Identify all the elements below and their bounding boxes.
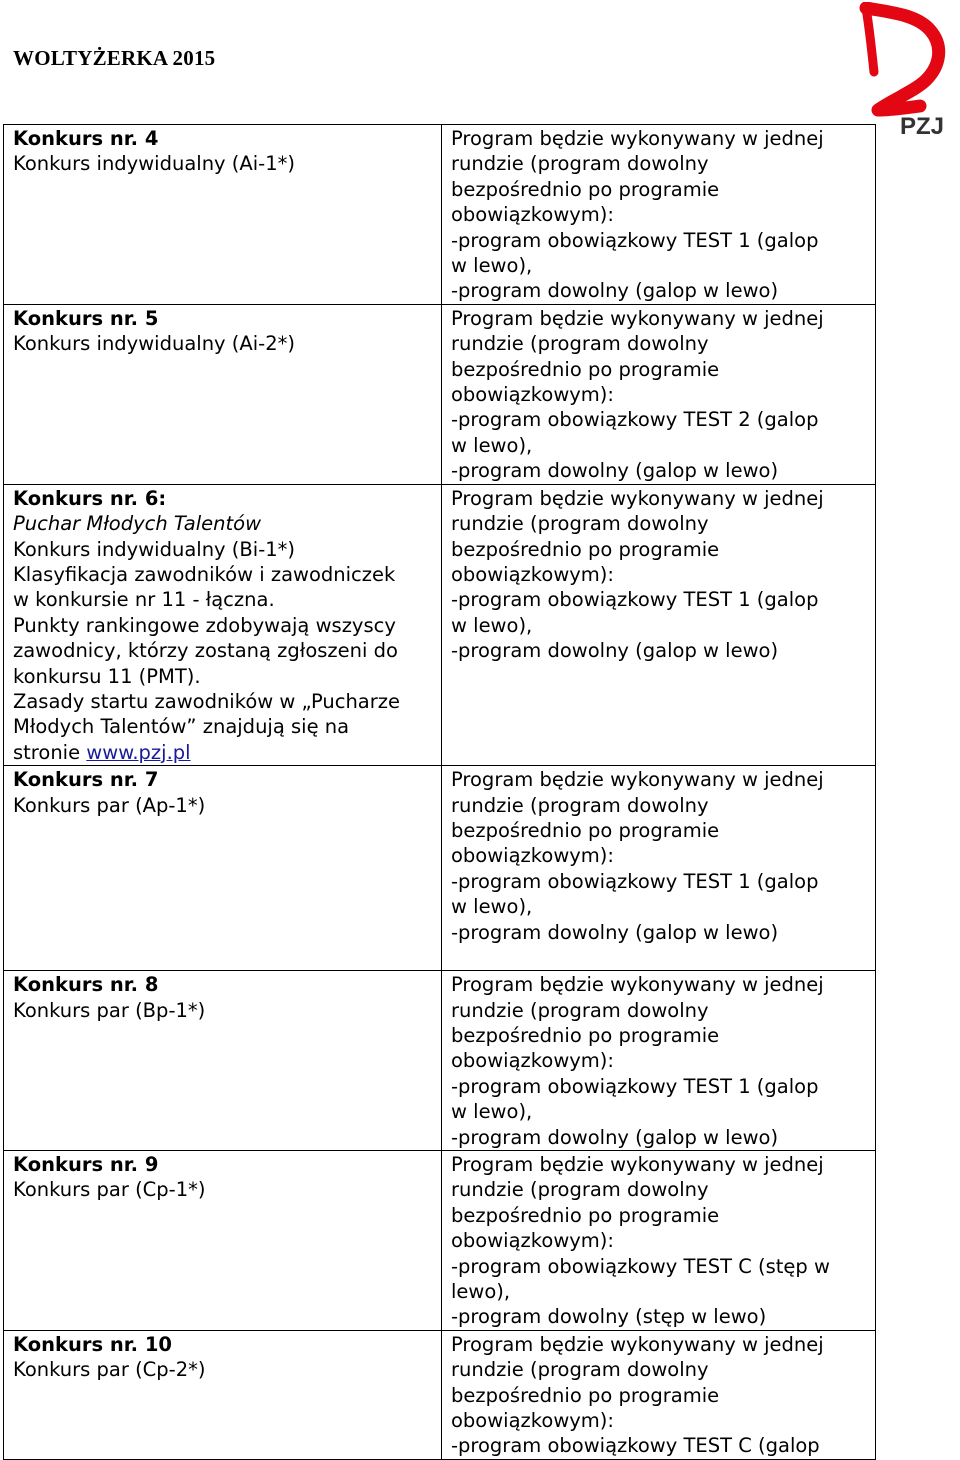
program-line: obowiązkowym): (451, 203, 614, 227)
program-line: Program będzie wykonywany w jednej (451, 486, 824, 510)
table-row (4, 304, 876, 484)
competition-cell (4, 1330, 442, 1459)
program-line: bezpośrednio po programie (451, 1023, 720, 1047)
competition-note: Klasyfikacja zawodników i zawodniczek (13, 562, 396, 586)
competition-type: Konkurs par (Bp-1*) (13, 998, 206, 1022)
table-row (4, 971, 876, 1151)
program-line: rundzie (program dowolny (451, 1178, 709, 1202)
program-line: Program będzie wykonywany w jednej (451, 306, 824, 330)
competition-cell (4, 125, 442, 305)
program-line: w lewo), (451, 1100, 533, 1124)
program-line: bezpośrednio po programie (451, 1203, 720, 1227)
cup-name: Puchar Młodych Talentów (13, 512, 262, 536)
program-line: -program obowiązkowy TEST 1 (galop (451, 588, 819, 612)
program-line: Program będzie wykonywany w jednej (451, 127, 824, 150)
program-cell (442, 304, 876, 484)
program-line: -program dowolny (galop w lewo) (451, 1125, 779, 1149)
program-line: -program obowiązkowy TEST 1 (galop (451, 869, 819, 893)
competition-cell (4, 766, 442, 971)
competition-cell (4, 1151, 442, 1331)
program-line: rundzie (program dowolny (451, 152, 709, 176)
competition-note: w konkursie nr 11 - łączna. (13, 588, 275, 612)
program-line: -program obowiązkowy TEST 1 (galop (451, 228, 819, 252)
program-line: -program dowolny (galop w lewo) (451, 639, 779, 663)
program-line: -program dowolny (galop w lewo) (451, 279, 779, 303)
program-line: w lewo), (451, 254, 533, 278)
program-line: -program obowiązkowy TEST 2 (galop (451, 408, 819, 432)
program-cell (442, 125, 876, 305)
competition-cell (4, 484, 442, 765)
table-row (4, 125, 876, 305)
program-line: w lewo), (451, 613, 533, 637)
pzj-logo-icon (858, 2, 958, 142)
competition-type: Konkurs indywidualny (Bi-1*) (13, 537, 295, 561)
program-cell (442, 1151, 876, 1331)
program-line: Program będzie wykonywany w jednej (451, 1332, 824, 1356)
table-row (4, 1151, 876, 1331)
program-line: bezpośrednio po programie (451, 1383, 720, 1407)
competition-cell (4, 971, 442, 1151)
program-line: rundzie (program dowolny (451, 793, 709, 817)
program-line: rundzie (program dowolny (451, 1358, 709, 1382)
program-line: bezpośrednio po programie (451, 818, 720, 842)
competition-number: Konkurs nr. 4 (13, 127, 159, 150)
program-line: rundzie (program dowolny (451, 512, 709, 536)
competition-note: Młodych Talentów” znajdują się na (13, 715, 350, 739)
program-line: -program obowiązkowy TEST C (galop (451, 1434, 820, 1458)
competition-type: Konkurs par (Cp-2*) (13, 1358, 206, 1382)
program-line: w lewo), (451, 895, 533, 919)
competitions-table (3, 124, 876, 1460)
program-line: Program będzie wykonywany w jednej (451, 1153, 824, 1176)
program-line: -program dowolny (galop w lewo) (451, 459, 779, 483)
competition-note: konkursu 11 (PMT). (13, 664, 201, 688)
competition-type: Konkurs indywidualny (Ai-1*) (13, 152, 295, 176)
competition-number: Konkurs nr. 8 (13, 973, 159, 997)
link-prefix: stronie (13, 740, 87, 764)
program-cell (442, 971, 876, 1151)
program-cell (442, 1330, 876, 1459)
program-line: Program będzie wykonywany w jednej (451, 768, 824, 792)
competition-number: Konkurs nr. 10 (13, 1332, 172, 1356)
program-line: lewo), (451, 1280, 511, 1304)
competition-cell (4, 304, 442, 484)
program-line: obowiązkowym): (451, 1229, 614, 1253)
program-line: rundzie (program dowolny (451, 332, 709, 356)
table-row (4, 484, 876, 765)
program-line: obowiązkowym): (451, 562, 614, 586)
program-line: -program obowiązkowy TEST 1 (galop (451, 1074, 819, 1098)
competition-number: Konkurs nr. 7 (13, 768, 159, 792)
program-line: obowiązkowym): (451, 383, 614, 407)
table-row (4, 1330, 876, 1459)
competition-number: Konkurs nr. 9 (13, 1153, 159, 1176)
competition-note: Punkty rankingowe zdobywają wszyscy (13, 613, 396, 637)
program-cell (442, 766, 876, 971)
competition-number: Konkurs nr. 6: (13, 486, 167, 510)
program-line: obowiązkowym): (451, 1409, 614, 1433)
program-line: obowiązkowym): (451, 844, 614, 868)
table-row (4, 766, 876, 971)
competition-number: Konkurs nr. 5 (13, 306, 159, 330)
program-line: w lewo), (451, 433, 533, 457)
logo-text: PZJ (900, 113, 945, 140)
program-line: -program obowiązkowy TEST C (stęp w (451, 1254, 830, 1278)
competition-note: Zasady startu zawodników w „Pucharze (13, 689, 401, 713)
program-line: Program będzie wykonywany w jednej (451, 973, 824, 997)
document-title: WOLTYŻERKA 2015 (13, 46, 216, 70)
program-cell (442, 484, 876, 765)
competition-type: Konkurs par (Ap-1*) (13, 793, 206, 817)
program-line: bezpośrednio po programie (451, 537, 720, 561)
competition-note: zawodnicy, którzy zostaną zgłoszeni do (13, 639, 398, 663)
program-line: -program dowolny (stęp w lewo) (451, 1305, 767, 1329)
competition-note (13, 740, 433, 765)
pzj-website-link[interactable]: www.pzj.pl (86, 740, 191, 764)
program-line: -program dowolny (galop w lewo) (451, 920, 779, 944)
competition-type: Konkurs indywidualny (Ai-2*) (13, 332, 295, 356)
program-line: obowiązkowym): (451, 1049, 614, 1073)
program-line: bezpośrednio po programie (451, 357, 720, 381)
program-line: rundzie (program dowolny (451, 998, 709, 1022)
competition-type: Konkurs par (Cp-1*) (13, 1178, 206, 1202)
program-line: bezpośrednio po programie (451, 177, 720, 201)
